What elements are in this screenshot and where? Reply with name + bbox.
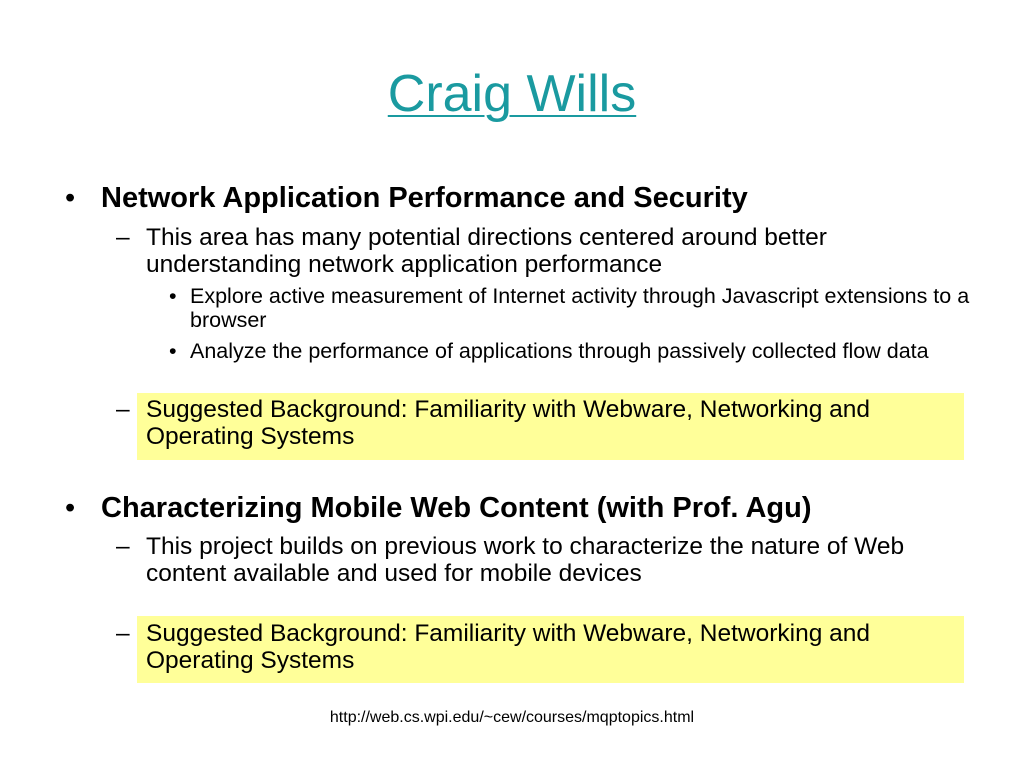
bullet-icon: •	[169, 339, 177, 363]
topic-heading	[65, 492, 812, 524]
topic-heading-text: Network Application Performance and Security	[101, 182, 748, 214]
suggested-background	[116, 620, 946, 674]
subpoint-text: Analyze the performance of applications through passively collected flow data	[190, 339, 929, 363]
topic-heading-text: Characterizing Mobile Web Content (with Prof. Agu)	[101, 492, 812, 524]
topic-description-text: This area has many potential directions centered around better understanding network application performance	[146, 224, 827, 278]
subpoint-text: Explore active measurement of Internet activity through Javascript extensions to a browser	[190, 284, 970, 332]
subpoint	[169, 284, 970, 332]
suggested-background	[116, 396, 946, 450]
suggested-background-text: Suggested Background: Familiarity with Webware, Networking and Operating Systems	[146, 396, 871, 450]
suggested-background-text: Suggested Background: Familiarity with Webware, Networking and Operating Systems	[146, 620, 871, 674]
dash-icon: –	[116, 396, 130, 423]
bullet-icon: •	[65, 182, 76, 214]
topic-description-text: This project builds on previous work to characterize the nature of Web content available and used for mobile devices	[146, 533, 905, 587]
dash-icon: –	[116, 224, 130, 251]
dash-icon: –	[116, 533, 130, 560]
topic-description	[116, 224, 966, 278]
bullet-icon: •	[169, 284, 177, 308]
slide-title	[0, 62, 1024, 126]
subpoint	[169, 339, 970, 363]
topic-description	[116, 533, 976, 587]
dash-icon: –	[116, 620, 130, 647]
bullet-icon: •	[65, 492, 76, 524]
title-link[interactable]: Craig Wills	[387, 65, 637, 123]
topic-heading	[65, 182, 748, 214]
footer-url: http://web.cs.wpi.edu/~cew/courses/mqptopics.html	[329, 709, 695, 726]
